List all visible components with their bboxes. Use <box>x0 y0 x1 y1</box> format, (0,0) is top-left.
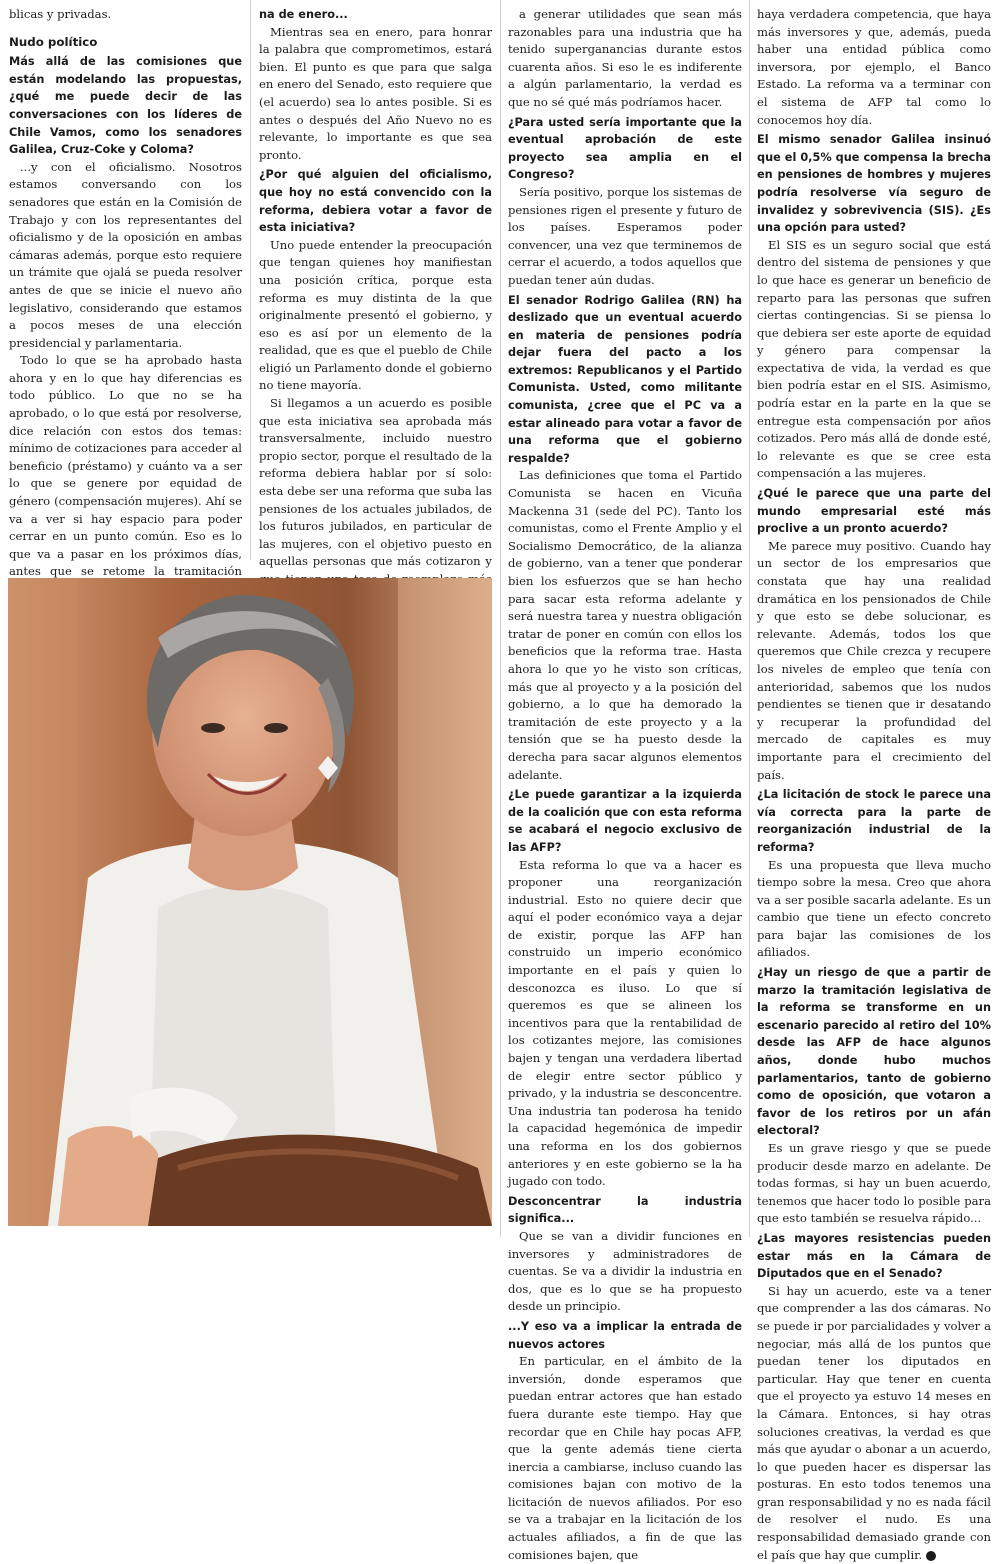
interview-answer: Uno puede entender la preocupación que tengan quienes hoy manifiestan una posición crítica, porque esta reforma es muy distinta de la que originalmente presentó el gobierno, y eso es así por un elemento de la realidad, que es que el pueblo de Chile eligió un Parlamento donde el gobierno no tiene mayoría. <box>259 237 492 393</box>
section-heading: Nudo político <box>9 34 98 49</box>
interview-answer: Todo lo que se ha aprobado hasta ahora y en lo que hay diferencias es todo público. Lo que no se ha aprobado, o lo que está por resolverse, dice relación con estos dos temas: mínimo de cotizaciones para acceder al beneficio (préstamo) y cuánto va a ser lo que se genere por equidad de género (compensación mujeres). Ahí se va a ver si hay espacio para poder cerrar en un punto común. Eso es lo que va a pasar en los próximos días, antes que se retome la tramitación <box>9 353 242 579</box>
interview-question: Desconcentrar la industria significa... <box>508 1194 742 1226</box>
interview-answer: a generar utilidades que sean más razonables para una industria que ha tenido superganancias durante estos cuarenta años. Si eso le es indiferente a algún parlamentario, la verdad es que no sé qué más podríamos hacer. <box>508 7 742 109</box>
interview-answer: El SIS es un seguro social que está dentro del sistema de pensiones y que lo que hace es generar un beneficio de reparto para las personas que sufren ciertas contingencias. Si se piensa lo que debiera ser este aporte de equidad y género para compensar la expectativa de vida, la verdad es que bien podría estar en el SIS. Asimismo, podría estar en la parte en la que se entregue esta compensación por años cotizados. Pero más allá de donde esté, lo relevante es que se cree esta compensación a las mujeres. <box>757 237 991 481</box>
interview-question: Más allá de las comisiones que están modelando las propuestas, ¿qué me puede decir de las conversaciones con los líderes de Chile Vamos, como los senadores Galilea, Cruz-Coke y Coloma? <box>9 55 242 157</box>
portrait-illustration <box>8 578 492 1226</box>
article-column-1 <box>9 6 242 657</box>
column-rule <box>500 0 501 1237</box>
interview-answer: Esta reforma lo que va a hacer es proponer una reorganización industrial. Esto no quiere decir que aquí el poder económico vaya a dejar de existir, porque las AFP han construido un imperio económico importante en el país y quien lo desconozca es iluso. Lo que sí queremos es que se alineen los incentivos para que la rentabilidad de los cotizantes mejore, las comisiones bajen y tengan una verdadera libertad de elegir entre sector público y privado, y la industria se desconcentre. Una industria tan poderosa ha tenido la capacidad hegemónica de impedir una reforma en los dos gobiernos anteriores y en este gobierno se la ha jugado con todo. <box>508 857 742 1189</box>
interview-answer: Es una propuesta que lleva mucho tiempo sobre la mesa. Creo que ahora va a ser posible sacarla adelante. Es un cambio que tiene un efecto concreto para bajar las comisiones de los afiliados. <box>757 857 991 960</box>
article-column-2 <box>259 6 492 659</box>
article-column-4 <box>757 6 991 1564</box>
article-column-3 <box>508 6 742 1564</box>
interview-question: ¿Qué le parece que una parte del mundo empresarial esté más proclive a un pronto acuerdo? <box>757 487 991 536</box>
interview-question: El mismo senador Galilea insinuó que el 0,5% que compensa la brecha en pensiones de hombres y mujeres podría resolverse vía seguro de invalidez y sobrevivencia (SIS). ¿Es una opción para usted? <box>757 133 991 235</box>
interview-answer: ...y con el oficialismo. Nosotros estamos conversando con los senadores que están en la Comisión de Trabajo y con los representantes del oficialismo y de la oposición en ambas cámaras además, porque esto requiere un trámite que ojalá se pueda resolver antes de que se inicie el nuevo año legislativo, considerando que estamos a pocos meses de una elección presidencial y parlamentaria. <box>9 159 242 350</box>
interview-question: El senador Rodrigo Galilea (RN) ha deslizado que un eventual acuerdo en materia de pensiones podría dejar fuera del pacto a los extremos: Republicanos y el Partido Comunista. Usted, como militante comunista, ¿cree que el PC va a estar alineado para votar a favor de una reforma que el gobierno respalde? <box>508 293 742 465</box>
column-rule <box>749 0 750 1237</box>
interview-answer: Si llegamos a un acuerdo es posible que esta iniciativa sea aprobada más transversalmente, incluido nuestro propio sector, porque el resultado de la reforma debiera hablar por sí solo: esta debe ser una reforma que suba las pensiones de los actuales jubilados, de los futuros jubilados, en particular de las mujeres, con el objetivo puesto en aquellas personas que más cotizaron y <box>259 396 492 569</box>
interview-question: na de enero... <box>259 8 348 21</box>
paragraph: blicas y privadas. <box>9 7 112 21</box>
interview-question: ¿Hay un riesgo de que a partir de marzo la tramitación legislativa de la reforma se transforme en un escenario parecido al retiro del 10% desde las AFP de hace algunos años, donde hubo muchos parlamentarios, tanto de gobierno como de oposición, que votaron a favor de los retiros por un afán electoral? <box>757 966 991 1138</box>
interview-question: ¿La licitación de stock le parece una vía correcta para la parte de reorganización industrial de la reforma? <box>757 788 991 854</box>
interview-question: ¿Por qué alguien del oficialismo, que hoy no está convencido con la reforma, debiera votar a favor de esta iniciativa? <box>259 168 492 235</box>
interview-answer: Me parece muy positivo. Cuando hay un sector de los empresarios que constata que hay una realidad dramática en los pensionados de Chile y que esto se debe solucionar, es relevante. Además, todos los que queremos que Chile crezca y recupere los niveles de empleo que tenía con anterioridad, sabemos que los nudos pendientes se tienen que ir desatando y recuperar la profundidad del mercado de capitales es muy importante para el crecimiento del país. <box>757 538 991 782</box>
interview-question: ¿Las mayores resistencias pueden estar más en la Cámara de Diputados que en el Senado? <box>757 1231 991 1281</box>
interview-question: ...Y eso va a implicar la entrada de nuevos actores <box>508 1319 742 1351</box>
column-rule <box>250 0 251 560</box>
interview-question: ¿Le puede garantizar a la izquierda de la coalición que con esta reforma se acabará el negocio exclusivo de las AFP? <box>508 788 742 854</box>
interview-answer: En particular, en el ámbito de la inversión, donde esperamos que puedan entrar actores que han estado fuera durante este tiempo. Hay que recordar que en Chile hay pocas AFP, que la gente además tiene cierta inercia a cambiarse, incluso cuando las comisiones bajan con motivo de la licitación de nuevos afiliados. Por eso se va a trabajar en la licitación de los actuales afiliados, a fin de que las comisiones bajen, que <box>508 1354 742 1562</box>
interview-answer: haya verdadera competencia, que haya más inversores y que, además, pueda haber una entidad pública como inversora, por ejemplo, el Banco Estado. La reforma va a terminar con el sistema de AFP tal como lo conocemos hoy día. <box>757 7 991 127</box>
interview-answer: Las definiciones que toma el Partido Comunista se hacen en Vicuña Mackenna 31 (sede del PC). Tanto los comunistas, como el Frente Amplio y el Socialismo Democrático, de la alianza de gobierno, van a tener que ponderar bien los esfuerzos que se han hecho para sacar esta reforma adelante y será nuestra tarea y nuestra obligación tratar de poner en común con ellos los beneficios que la reforma trae. Hasta ahora lo que yo he visto son críticas, más que al proyecto y a la posición del gobierno, a lo que ha demorado la tramitación de este proyecto y a la tensión que se ha puesto desde la derecha para sacar algunos elementos adelante. <box>508 468 742 782</box>
interview-answer: Es un grave riesgo y que se puede producir desde marzo en adelante. De todas formas, si hay un buen acuerdo, tenemos que hacer todo lo posible para que esto también se resuelva rápido... <box>757 1141 991 1226</box>
end-of-article-mark: O <box>926 1551 936 1561</box>
interview-answer: Sería positivo, porque los sistemas de pensiones rigen el presente y futuro de los países. Esperamos poder convencer, una vez que terminemos de cerrar el acuerdo, a todos aquellos que puedan tener aún dudas. <box>508 184 742 287</box>
interview-answer: Que se van a dividir funciones en inversores y administradores de cuentas. Se va a dividir la industria en dos, que es lo que se ha propuesto desde un principio. <box>508 1228 742 1314</box>
interview-answer <box>757 1283 991 1564</box>
answer-text: Si hay un acuerdo, este va a tener que comprender a las dos cámaras. No se puede ir por parcialidades y volver a negociar, más allá de los puntos que puedan tener los diputados en particular. Hay que tener en cuenta que el proyecto ya estuvo 14 meses en la Cámara. Entonces, si hay otras soluciones creativas, la verdad es que más que ayudar o abonar a un acuerdo, lo que pueden hacer es dispersar las posturas. En esto todos tenemos una gran responsabilidad y no es nada fácil de resolver el nudo. Es una responsabilidad demasiado grande con el país que hay que cumplir. <box>757 1283 991 1562</box>
portrait-photo <box>8 578 492 1226</box>
interview-question: ¿Para usted sería importante que la eventual aprobación de este proyecto sea amplia en el Congreso? <box>508 115 742 182</box>
interview-answer: Mientras sea en enero, para honrar la palabra que comprometimos, estará bien. El punto es que para que salga en enero del Senado, esto requiere que (el acuerdo) sea lo antes posible. Si es antes o después del Año Nuevo no es relevante, lo importante es que sea pronto. <box>259 24 492 162</box>
